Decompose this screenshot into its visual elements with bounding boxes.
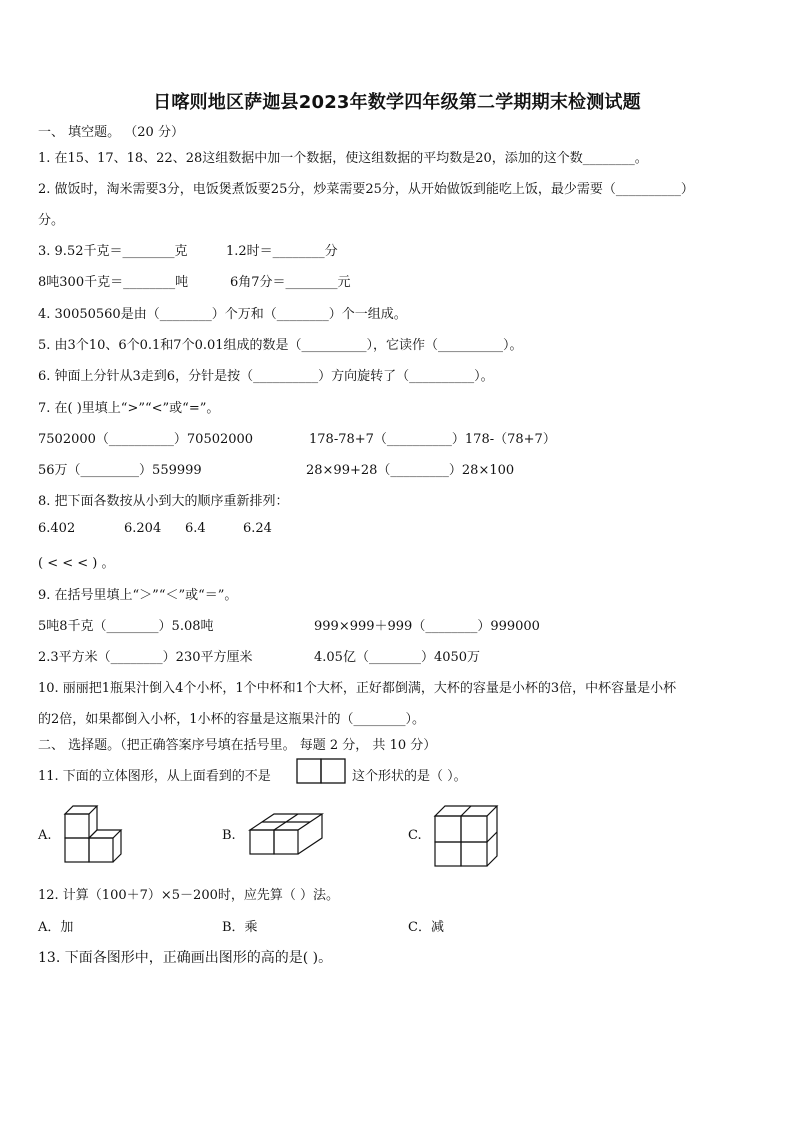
question-8-order: ( < < < ) 。 [38,556,115,571]
question-8-number: 6.204 [124,521,162,536]
question-9-a: 5吨8千克（________）5.08吨 [38,619,214,634]
question-8-number: 6.402 [38,521,76,536]
page-title: 日喀则地区萨迦县2023年数学四年级第二学期期末检测试题 [153,92,641,113]
question-7: 7. 在( )里填上“>”“<”或“=”。 [38,401,220,416]
question-12-option-b: B．乘 [222,920,258,935]
cube-stack-a-icon [62,804,128,864]
question-4: 4. 30050560是由（________）个万和（________）个一组成。 [38,307,407,322]
section-1-heading: 一、 填空题。 （20 分） [38,125,184,140]
question-5: 5. 由3个10、6个0.1和7个0.01组成的数是（__________），它读作（__________）。 [38,338,523,353]
question-9-d: 4.05亿（________）4050万 [314,650,481,665]
question-7-c: 56万（_________）559999 [38,463,202,478]
question-9-b: 999×999＋999（________）999000 [314,619,540,634]
question-13: 13. 下面各图形中，正确画出图形的高的是( )。 [38,950,333,966]
section-2-heading: 二、 选择题。（把正确答案序号填在括号里。 每题 2 分， 共 10 分） [38,738,437,753]
two-square-view-icon [296,758,348,784]
question-11-option-b: B. [222,828,236,843]
question-3-a: 3. 9.52千克＝________克 [38,244,188,259]
question-11-prefix: 11. 下面的立体图形，从上面看到的不是 [38,769,271,784]
question-8-number: 6.24 [243,521,272,536]
question-12-option-c: C．减 [408,920,444,935]
question-2-line-2: 分。 [38,213,65,228]
question-11-option-a: A. [38,828,52,843]
question-7-d: 28×99+28（_________）28×100 [306,463,515,478]
cube-stack-b-icon [247,812,329,858]
question-2-line-1: 2. 做饭时，淘米需要3分，电饭煲煮饭要25分，炒菜需要25分，从开始做饭到能吃上饭，最少需要（__________） [38,182,694,197]
question-8: 8. 把下面各数按从小到大的顺序重新排列： [38,494,289,509]
question-9: 9. 在括号里填上“＞”“＜”或“＝”。 [38,588,238,603]
question-10-line-2: 的2倍，如果都倒入小杯，1小杯的容量是这瓶果汁的（________）。 [38,712,426,727]
question-12: 12. 计算（100＋7）×5－200时，应先算（ ）法。 [38,888,339,903]
question-12-option-a: A．加 [38,920,74,935]
question-7-a: 7502000（__________）70502000 [38,432,254,447]
question-10-line-1: 10. 丽丽把1瓶果汁倒入4个小杯，1个中杯和1个大杯，正好都倒满，大杯的容量是小杯的3倍，中杯容量是小杯 [38,681,677,696]
question-1: 1. 在15、17、18、22、28这组数据中加一个数据，使这组数据的平均数是20，添加的这个数________。 [38,151,648,166]
cube-stack-c-icon [432,804,500,868]
question-11-option-c: C. [408,828,422,843]
question-3-d: 6角7分＝________元 [230,275,351,290]
question-9-c: 2.3平方米（________）230平方厘米 [38,650,253,665]
question-6: 6. 钟面上分针从3走到6，分针是按（__________）方向旋转了（__________）。 [38,369,494,384]
question-8-number: 6.4 [185,521,206,536]
question-3-c: 8吨300千克＝________吨 [38,275,189,290]
question-11-suffix: 这个形状的是（ ）。 [352,769,467,784]
question-7-b: 178-78+7（__________）178-（78+7） [309,432,556,447]
question-3-b: 1.2时＝________分 [226,244,338,259]
